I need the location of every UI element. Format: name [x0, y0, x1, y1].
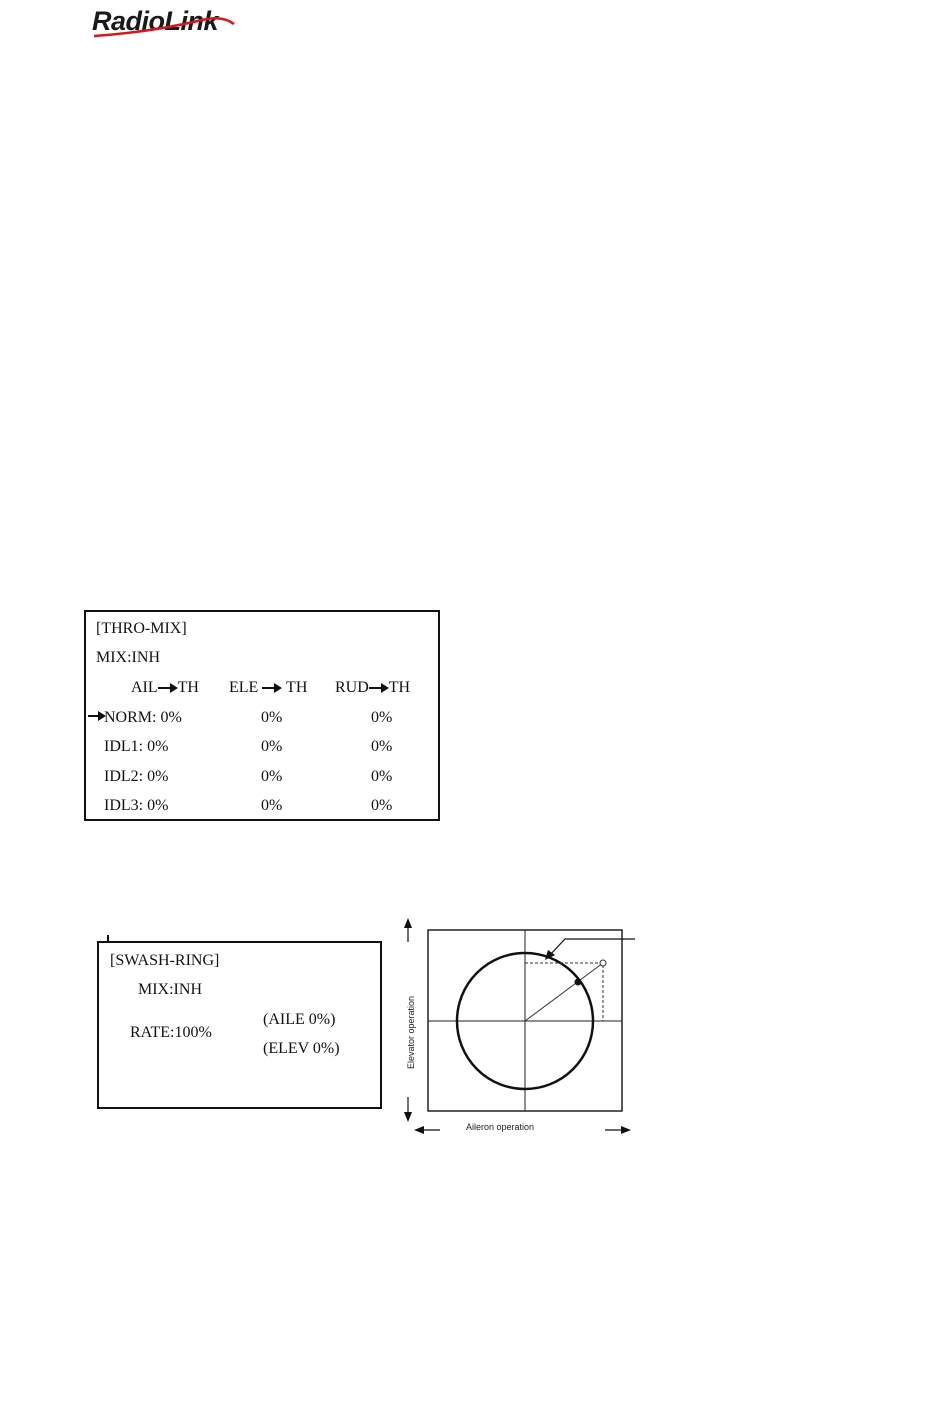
- thro-mix-screen: [84, 610, 440, 821]
- row-norm-ele[interactable]: 0%: [261, 709, 283, 726]
- row-idl2-rud[interactable]: 0%: [371, 768, 393, 785]
- thro-mix-mix-status: MIX:INH: [96, 649, 160, 666]
- row-label-idl2[interactable]: IDL2: 0%: [104, 768, 169, 785]
- header-rud: RUD: [335, 679, 369, 696]
- row-idl2-ele[interactable]: 0%: [261, 768, 283, 785]
- y-axis-label: Elevator operation: [406, 995, 416, 1069]
- logo-swoosh-icon: [92, 6, 237, 42]
- swash-ring-title: [SWASH-RING]: [110, 952, 220, 969]
- row-idl1-ele[interactable]: 0%: [261, 738, 283, 755]
- swash-ring-mix-status[interactable]: MIX:INH: [138, 981, 202, 998]
- header-th-3: TH: [388, 679, 411, 696]
- row-idl3-ele[interactable]: 0%: [261, 797, 283, 814]
- header-th-1: TH: [177, 679, 199, 696]
- swash-ring-aile: (AILE 0%): [263, 1011, 336, 1028]
- up-arrowhead: [404, 918, 412, 928]
- row-label-norm[interactable]: NORM: 0%: [104, 709, 182, 726]
- row-label-idl1[interactable]: IDL1: 0%: [104, 738, 169, 755]
- header-rud-th: [335, 680, 410, 696]
- right-arrowhead: [621, 1126, 631, 1134]
- arrow-right-icon: [369, 683, 389, 693]
- arrow-right-icon: [262, 683, 282, 693]
- row-norm-rud[interactable]: 0%: [371, 709, 393, 726]
- swash-ring-screen: [97, 941, 382, 1109]
- swash-ring-rate[interactable]: RATE:100%: [130, 1024, 212, 1041]
- swash-ring-diagram: [400, 912, 640, 1140]
- stick-point: [600, 960, 606, 966]
- left-arrowhead: [414, 1126, 424, 1134]
- row-idl1-rud[interactable]: 0%: [371, 738, 393, 755]
- row-label-idl3[interactable]: IDL3: 0%: [104, 797, 169, 814]
- header-ail-th: [131, 680, 199, 696]
- header-ail: AIL: [131, 679, 158, 696]
- header-th-2: TH: [286, 679, 308, 696]
- logo-text: RadioLink: [92, 6, 219, 36]
- radiolink-logo: [92, 6, 237, 42]
- limited-point: [575, 979, 582, 986]
- header-ele-th: [229, 680, 307, 696]
- swash-ring-elev: (ELEV 0%): [263, 1040, 340, 1057]
- thro-mix-title: [THRO-MIX]: [96, 620, 187, 637]
- x-axis-label: Aileron operation: [466, 1122, 535, 1132]
- arrow-right-icon: [158, 683, 178, 693]
- down-arrowhead: [404, 1112, 412, 1122]
- row-idl3-rud[interactable]: 0%: [371, 797, 393, 814]
- header-ele: ELE: [229, 679, 259, 696]
